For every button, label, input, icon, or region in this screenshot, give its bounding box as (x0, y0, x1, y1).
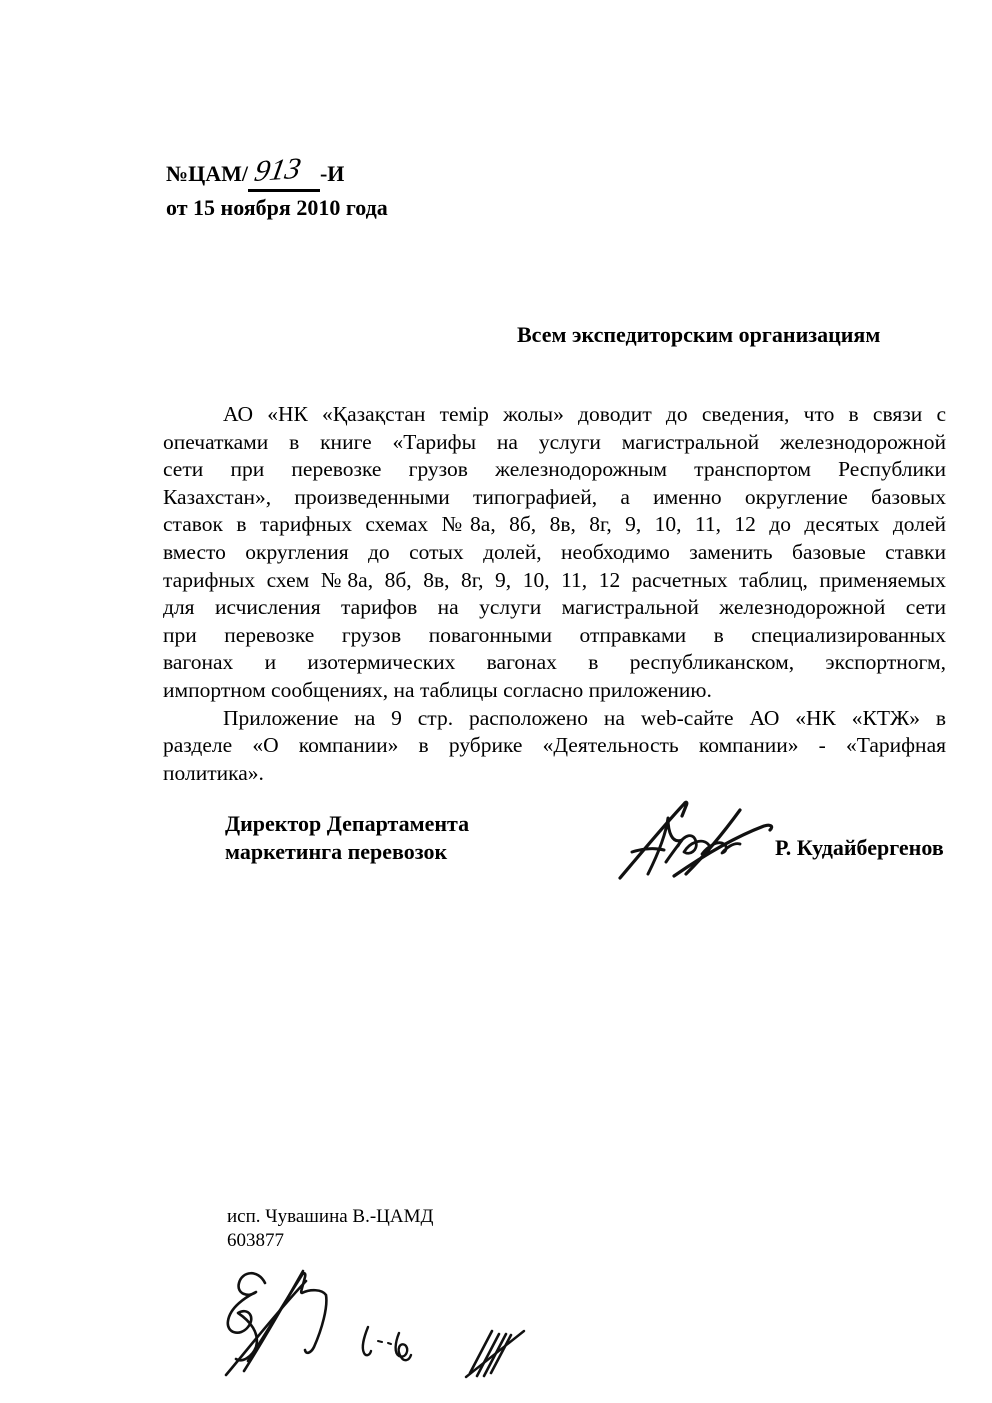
body-line: вместо округления до сотых долей, необходимо заменить базовые ставки (163, 539, 946, 564)
executor-name: исп. Чувашина В.-ЦАМД (227, 1206, 434, 1227)
signer-job-title-line2: маркетинга перевозок (225, 839, 448, 864)
executor-block (227, 1205, 433, 1253)
body-line: политика». (163, 760, 264, 785)
body-line: сети при перевозке грузов железнодорожным транспортом Республики (163, 457, 946, 482)
ref-number-handwritten: 913 (251, 151, 304, 188)
ref-date: от 15 ноября 2010 года (166, 195, 388, 220)
body-line: ставок в тарифных схемах №8а, 8б, 8в, 8г, 9, 10, 11, 12 до десятых долей (163, 512, 946, 537)
body-line: вагонах и изотермических вагонах в республиканском, экспортногм, (163, 650, 946, 675)
body-line: для исчисления тарифов на услуги магистральной железнодорожной сети (163, 595, 946, 620)
executor-scribble (226, 1271, 326, 1375)
body-line: Казахстан», произведенными типографией, а именно округление базовых (163, 484, 946, 509)
body-line: опечатками в книге «Тарифы на услуги магистральной железнодорожной (163, 429, 946, 454)
initials-squiggle (363, 1327, 411, 1360)
body-line: Приложение на 9 стр. расположено на web-сайте АО «НК «КТЖ» в (223, 705, 946, 730)
director-signature-scribble (612, 790, 787, 890)
body-line: АО «НК «Қазақстан темір жолы» доводит до сведения, что в связи с (223, 402, 946, 426)
body-line: разделе «О компании» в рубрике «Деятельность компании» - «Тарифная (163, 733, 946, 758)
ref-number-prefix: №ЦАМ/ (166, 161, 248, 186)
ref-number-line (166, 151, 388, 192)
hatch-mark (466, 1331, 524, 1377)
signer-job-title-line1: Директор Департамента (225, 811, 470, 836)
body-line: тарифных схем №8а, 8б, 8в, 8г, 9, 10, 11, 12 расчетных таблиц, применяемых (163, 567, 946, 592)
ref-number-suffix: -И (319, 161, 345, 186)
ref-number-underline (248, 151, 320, 192)
signer-job-title (225, 810, 469, 866)
signer-name: Р. Кудайбергенов (775, 835, 944, 860)
letter-body (163, 401, 946, 787)
body-line: импортном сообщениях, на таблицы согласно приложению. (163, 677, 712, 702)
reference-block (166, 151, 388, 223)
executor-phone: 603877 (227, 1230, 284, 1251)
addressee-line: Всем экспедиторским организациям (517, 322, 881, 347)
handwritten-marks (218, 1263, 538, 1393)
body-line: при перевозке грузов повагонными отправками в специализированных (163, 622, 946, 647)
